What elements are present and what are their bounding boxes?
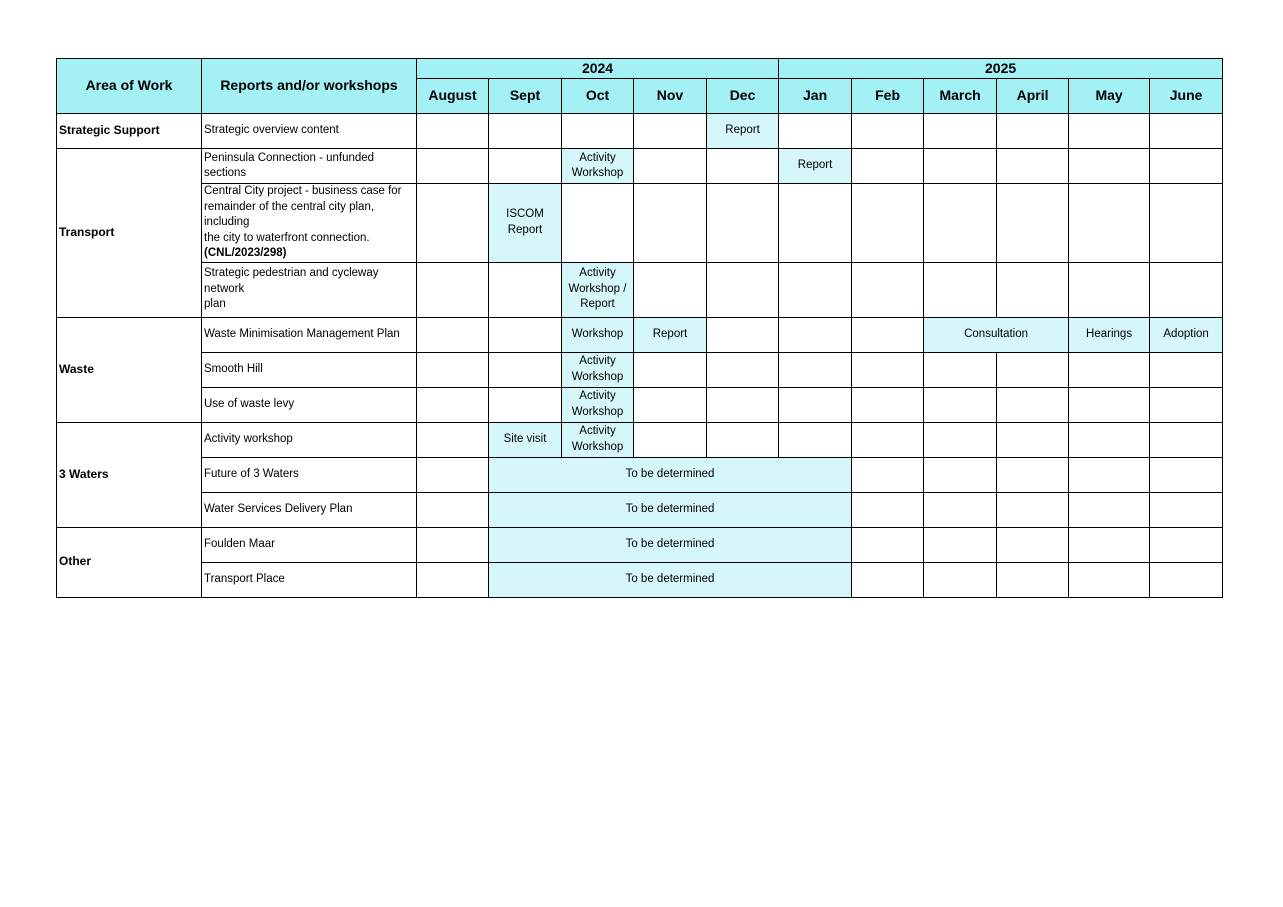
item-text-line: the city to waterfront connection. (204, 231, 370, 244)
cell-water-services-tbd: To be determined (489, 492, 852, 527)
cell-empty (852, 149, 924, 184)
cell-empty (1150, 562, 1223, 597)
item-waste-levy: Use of waste levy (202, 387, 417, 422)
item-central-city (202, 184, 417, 263)
cell-empty (634, 387, 707, 422)
cell-empty (924, 352, 997, 387)
cell-text-line: Activity (579, 390, 616, 402)
cell-empty (924, 492, 997, 527)
cell-empty (417, 262, 489, 317)
cell-waste-min-consultation: Consultation (924, 317, 1069, 352)
table-row (57, 527, 1223, 562)
cell-empty (634, 422, 707, 457)
cell-empty (1069, 562, 1150, 597)
cell-empty (1069, 114, 1150, 149)
cell-empty (779, 262, 852, 317)
cell-transport-place-tbd: To be determined (489, 562, 852, 597)
cell-peninsula-oct (562, 149, 634, 184)
cell-empty (1150, 527, 1223, 562)
table-row (57, 457, 1223, 492)
cell-empty (852, 352, 924, 387)
cell-empty (1069, 492, 1150, 527)
cell-empty (634, 114, 707, 149)
cell-empty (489, 262, 562, 317)
cell-empty (1150, 184, 1223, 263)
cell-empty (924, 562, 997, 597)
cell-empty (997, 422, 1069, 457)
month-header-nov: Nov (634, 79, 707, 114)
cell-empty (707, 422, 779, 457)
cell-empty (417, 422, 489, 457)
table-row (57, 562, 1223, 597)
month-header-oct: Oct (562, 79, 634, 114)
table-row (57, 387, 1223, 422)
cell-empty (852, 562, 924, 597)
year-2024-header: 2024 (417, 59, 779, 79)
area-3-waters: 3 Waters (57, 422, 202, 527)
item-text-line: remainder of the central city plan, including (204, 200, 375, 228)
cell-empty (779, 114, 852, 149)
cell-empty (852, 527, 924, 562)
cell-empty (852, 114, 924, 149)
cell-empty (852, 492, 924, 527)
area-of-work-header: Area of Work (57, 59, 202, 114)
cell-empty (1069, 262, 1150, 317)
area-strategic-support: Strategic Support (57, 114, 202, 149)
cell-empty (997, 184, 1069, 263)
cell-empty (997, 149, 1069, 184)
cell-empty (417, 114, 489, 149)
cell-empty (1069, 387, 1150, 422)
cell-smooth-hill-oct (562, 352, 634, 387)
table-row (57, 492, 1223, 527)
cell-text-line: Activity (579, 425, 616, 437)
cell-empty (1150, 262, 1223, 317)
cell-text-line: Workshop (571, 440, 624, 453)
cell-activity-workshop-sept: Site visit (489, 422, 562, 457)
cell-peninsula-jan: Report (779, 149, 852, 184)
cell-activity-workshop-oct (562, 422, 634, 457)
cell-empty (417, 352, 489, 387)
cell-empty (489, 352, 562, 387)
month-header-march: March (924, 79, 997, 114)
cell-empty (997, 562, 1069, 597)
cell-empty (997, 387, 1069, 422)
cell-waste-min-may: Hearings (1069, 317, 1150, 352)
cell-empty (634, 352, 707, 387)
reports-header: Reports and/or workshops (202, 59, 417, 114)
table-row (57, 422, 1223, 457)
cell-empty (417, 149, 489, 184)
cell-empty (634, 262, 707, 317)
cell-empty (997, 492, 1069, 527)
item-waste-minimisation: Waste Minimisation Management Plan (202, 317, 417, 352)
cell-empty (924, 114, 997, 149)
cell-empty (779, 422, 852, 457)
month-header-jan: Jan (779, 79, 852, 114)
month-header-dec: Dec (707, 79, 779, 114)
cell-empty (707, 387, 779, 422)
header-row-years (57, 59, 1223, 79)
cell-empty (707, 149, 779, 184)
cell-empty (707, 184, 779, 263)
cell-empty (779, 317, 852, 352)
area-waste: Waste (57, 317, 202, 422)
cell-empty (1150, 114, 1223, 149)
cell-empty (997, 352, 1069, 387)
cell-empty (707, 262, 779, 317)
cell-text-line: Workshop (571, 405, 624, 418)
cell-empty (417, 457, 489, 492)
cell-empty (417, 317, 489, 352)
cell-empty (489, 114, 562, 149)
cell-empty (417, 184, 489, 263)
cell-empty (924, 184, 997, 263)
item-strategic-overview: Strategic overview content (202, 114, 417, 149)
cell-empty (1150, 457, 1223, 492)
cell-empty (1069, 149, 1150, 184)
cell-empty (634, 184, 707, 263)
year-2025-header: 2025 (779, 59, 1223, 79)
cell-empty (1150, 387, 1223, 422)
cell-text-line: Activity (579, 267, 616, 280)
cell-empty (779, 387, 852, 422)
cell-waste-min-oct: Workshop (562, 317, 634, 352)
item-water-services: Water Services Delivery Plan (202, 492, 417, 527)
cell-empty (1069, 527, 1150, 562)
cell-empty (924, 387, 997, 422)
cell-empty (562, 184, 634, 263)
cell-empty (1150, 422, 1223, 457)
cell-empty (417, 387, 489, 422)
cell-empty (852, 262, 924, 317)
cell-text-line: Activity (579, 355, 616, 367)
cell-empty (997, 262, 1069, 317)
table-row (57, 114, 1223, 149)
cell-empty (1069, 422, 1150, 457)
cell-empty (924, 149, 997, 184)
area-transport: Transport (57, 149, 202, 318)
item-smooth-hill: Smooth Hill (202, 352, 417, 387)
cell-empty (634, 149, 707, 184)
month-header-august: August (417, 79, 489, 114)
cell-empty (1150, 492, 1223, 527)
cell-empty (997, 457, 1069, 492)
item-text-line: Strategic pedestrian and cycleway network (204, 267, 379, 295)
cell-empty (1069, 184, 1150, 263)
cell-text-line: Workshop / (568, 282, 627, 295)
cell-empty (779, 352, 852, 387)
month-header-april: April (997, 79, 1069, 114)
month-header-may: May (1069, 79, 1150, 114)
table-row (57, 317, 1223, 352)
cell-empty (489, 317, 562, 352)
cell-empty (1069, 457, 1150, 492)
cell-empty (562, 114, 634, 149)
cell-foulden-maar-tbd: To be determined (489, 527, 852, 562)
cell-text-line: Activity (579, 151, 616, 164)
table-row (57, 184, 1223, 263)
item-foulden-maar: Foulden Maar (202, 527, 417, 562)
cell-empty (852, 457, 924, 492)
cell-waste-min-june: Adoption (1150, 317, 1223, 352)
work-programme-table (56, 58, 1223, 598)
cell-empty (924, 422, 997, 457)
cell-empty (852, 422, 924, 457)
cell-empty (779, 184, 852, 263)
item-future-3-waters: Future of 3 Waters (202, 457, 417, 492)
cell-empty (852, 184, 924, 263)
cell-empty (489, 387, 562, 422)
cell-empty (852, 317, 924, 352)
month-header-feb: Feb (852, 79, 924, 114)
reference-number: (CNL/2023/298) (204, 247, 287, 259)
item-activity-workshop: Activity workshop (202, 422, 417, 457)
item-transport-place: Transport Place (202, 562, 417, 597)
cell-empty (924, 262, 997, 317)
item-text-line: plan (204, 298, 226, 311)
cell-empty (417, 492, 489, 527)
table-row (57, 262, 1223, 317)
cell-text-line: Workshop (571, 370, 624, 383)
cell-strategic-overview-dec: Report (707, 114, 779, 149)
item-peninsula-connection: Peninsula Connection - unfunded sections (202, 149, 417, 184)
item-pedestrian-cycleway (202, 262, 417, 317)
table-row (57, 352, 1223, 387)
cell-empty (1069, 352, 1150, 387)
cell-text-line: Report (580, 298, 615, 311)
cell-empty (1150, 149, 1223, 184)
cell-waste-min-nov: Report (634, 317, 707, 352)
cell-empty (852, 387, 924, 422)
cell-text-line: Workshop (571, 167, 624, 179)
item-text-line: Central City project - business case for (204, 185, 402, 197)
cell-empty (1150, 352, 1223, 387)
month-header-sept: Sept (489, 79, 562, 114)
cell-empty (997, 114, 1069, 149)
month-header-june: June (1150, 79, 1223, 114)
cell-future-3-waters-tbd: To be determined (489, 457, 852, 492)
area-other: Other (57, 527, 202, 597)
cell-empty (997, 527, 1069, 562)
cell-empty (707, 317, 779, 352)
cell-pedestrian-oct (562, 262, 634, 317)
cell-empty (924, 527, 997, 562)
cell-empty (489, 149, 562, 184)
table-row (57, 149, 1223, 184)
cell-empty (707, 352, 779, 387)
cell-central-city-sept: ISCOM Report (489, 184, 562, 263)
cell-empty (417, 527, 489, 562)
cell-waste-levy-oct (562, 387, 634, 422)
cell-empty (417, 562, 489, 597)
cell-empty (924, 457, 997, 492)
